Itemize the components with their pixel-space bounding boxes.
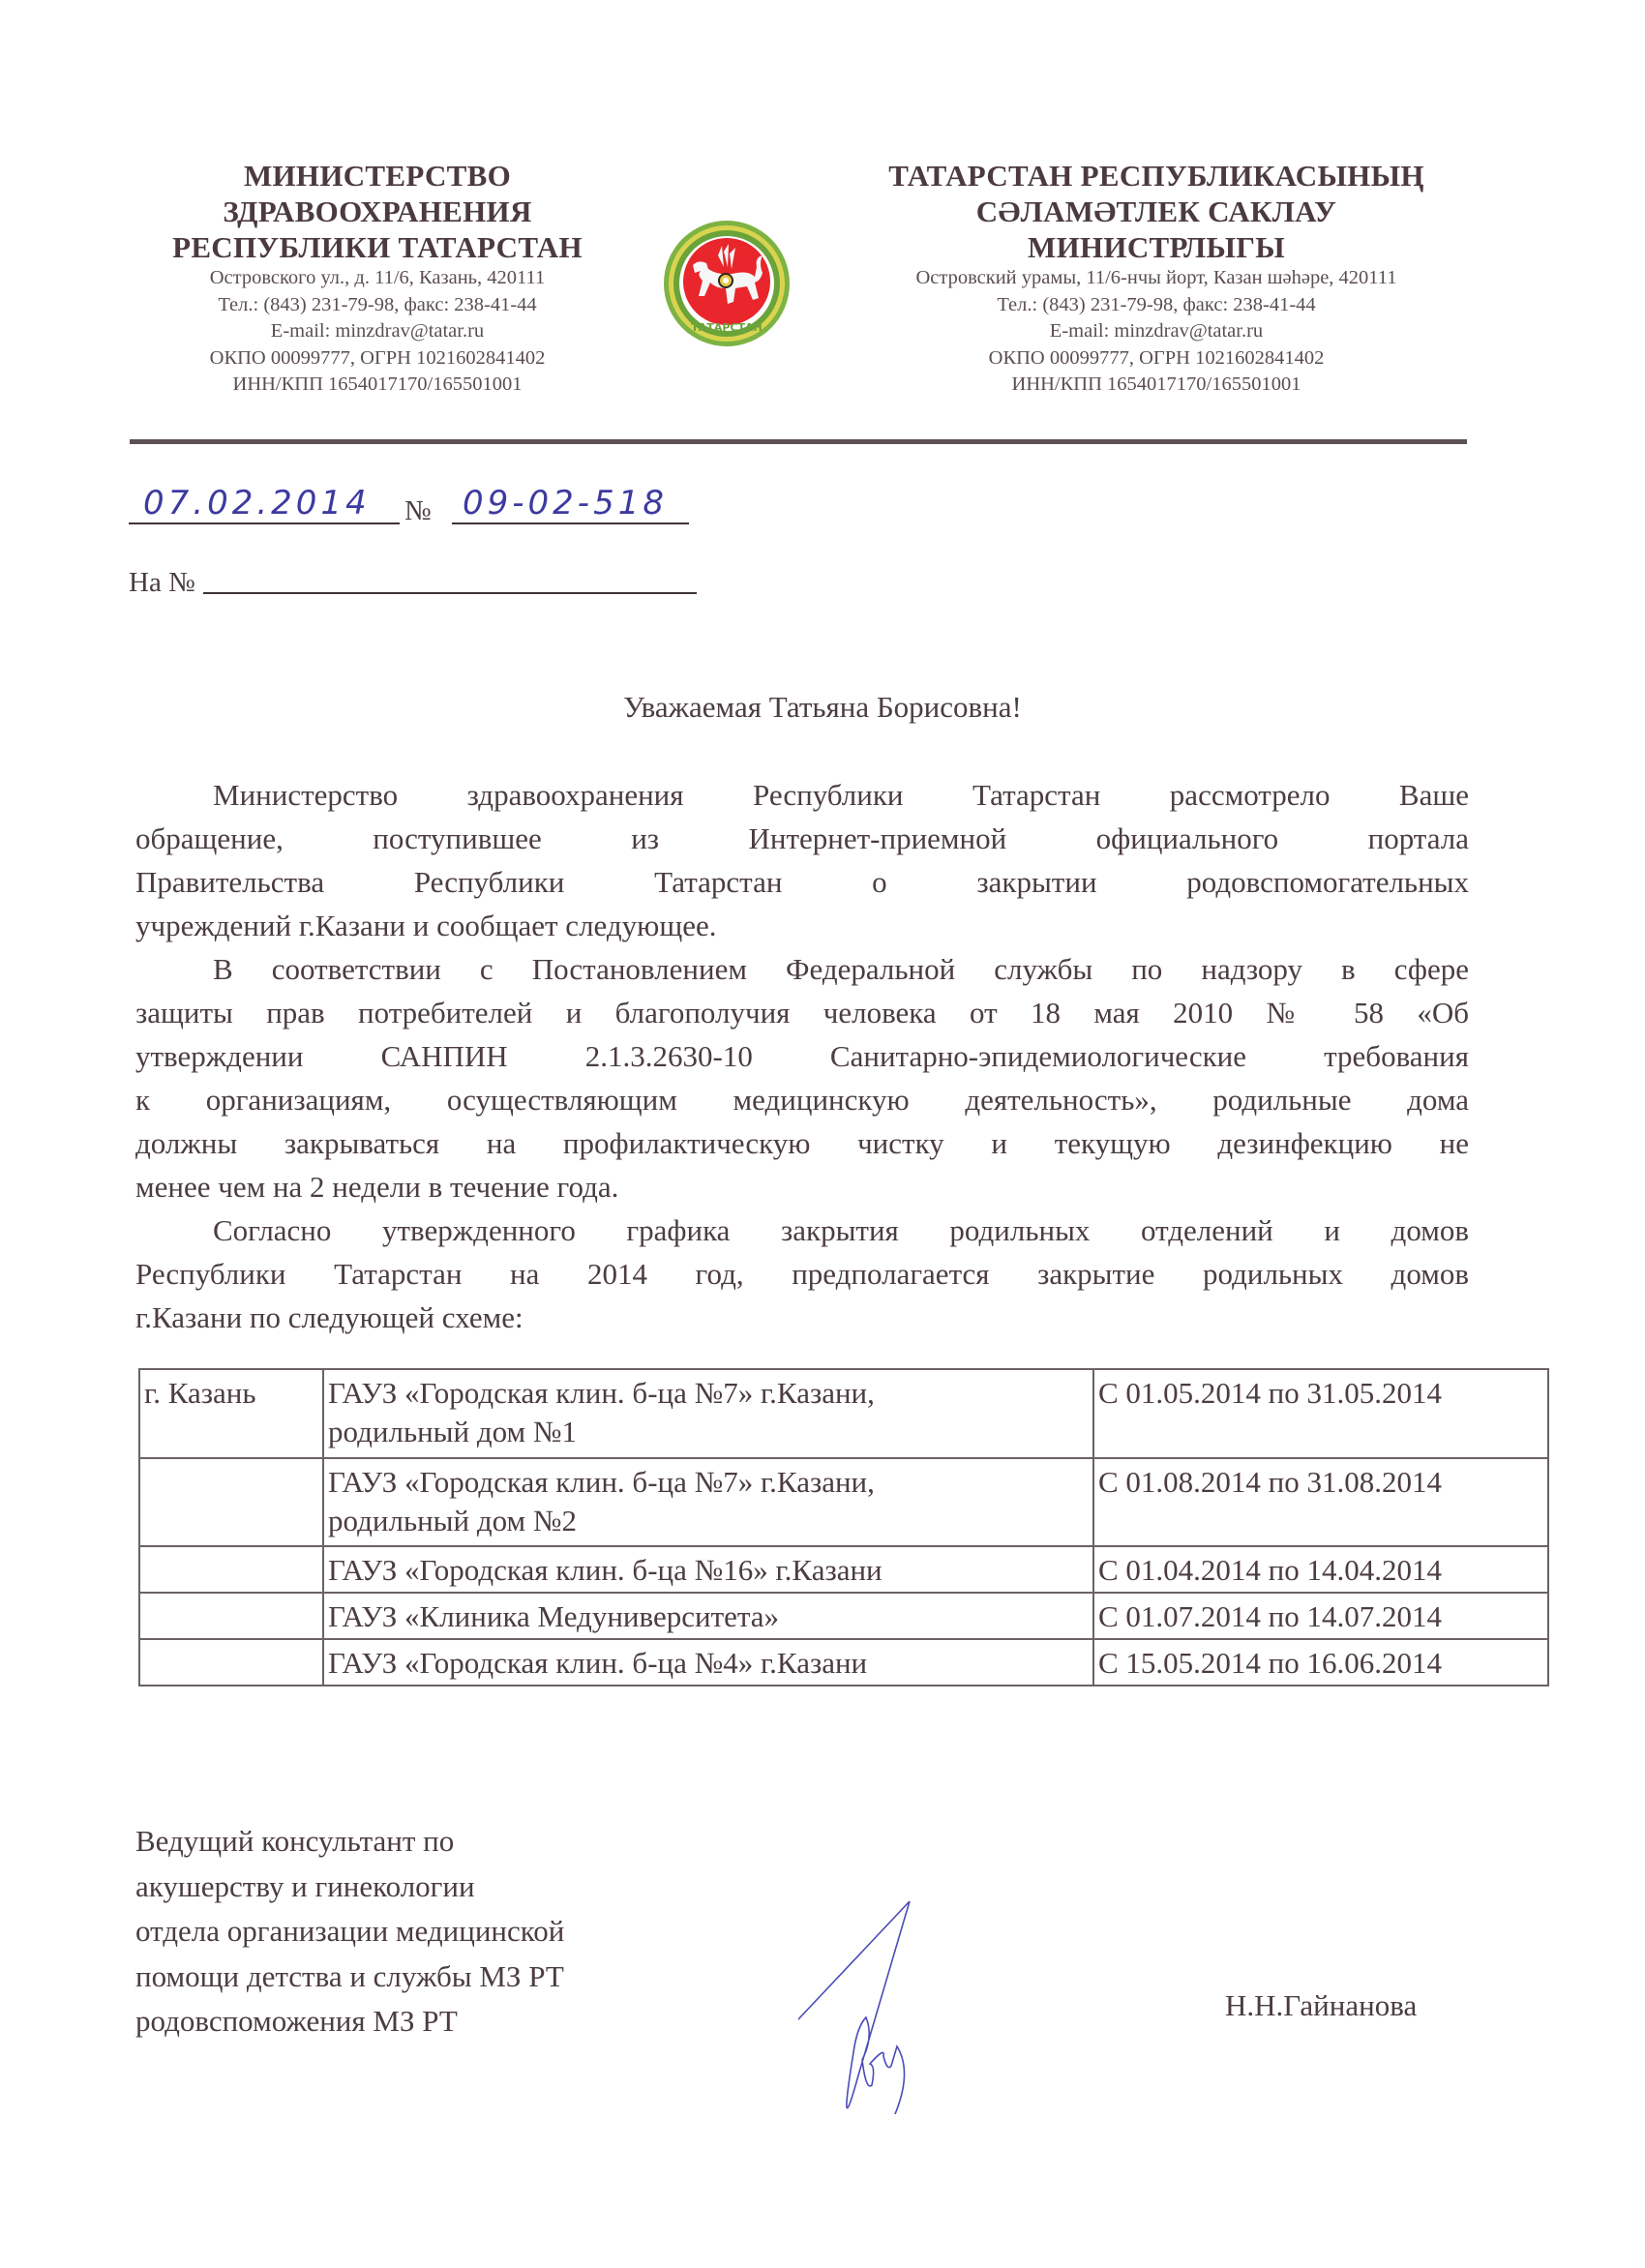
- ministry-title-line-tatar: ТАТАРСТАН РЕСПУБЛИКАСЫНЫҢ: [888, 159, 1424, 193]
- city-cell: [139, 1546, 323, 1593]
- city-cell: [139, 1593, 323, 1639]
- ministry-title-line-tatar: СӘЛАМӘТЛЕК САКЛАУ: [975, 194, 1337, 228]
- ministry-title-line-tatar: МИНИСТРЛЫГЫ: [1028, 230, 1285, 264]
- city-cell: [139, 1458, 323, 1546]
- position-line: акушерству и гинекологии: [135, 1868, 475, 1903]
- phone-fax: Тел.: (843) 231-79-98, факс: 238-41-44: [218, 293, 537, 315]
- facility-cell: [323, 1593, 1093, 1639]
- signatory-name: Н.Н.Гайнанова: [1225, 1988, 1418, 2022]
- letterhead-left: [135, 158, 619, 399]
- closure-schedule-table: [138, 1368, 1549, 1686]
- letterhead-divider: [130, 439, 1467, 444]
- facility-cell: [323, 1458, 1093, 1546]
- period-cell: С 01.04.2014 по 14.04.2014: [1093, 1546, 1548, 1593]
- city-cell: г. Казань: [139, 1369, 323, 1458]
- facility-line: ГАУЗ «Городская клин. б-ца №7» г.Казани,: [328, 1465, 875, 1499]
- table-row: [139, 1458, 1548, 1546]
- outgoing-date: 07.02.2014: [143, 484, 371, 522]
- okpo-ogrn: ОКПО 00099777, ОГРН 1021602841402: [209, 346, 546, 369]
- table-row: [139, 1593, 1548, 1639]
- paragraph-line: Согласно утвержденного графика закрытия родильных отделений и домов: [213, 1213, 1469, 1247]
- paragraph-line: учреждений г.Казани и сообщает следующее.: [135, 909, 717, 942]
- period-cell: С 01.07.2014 по 14.07.2014: [1093, 1593, 1548, 1639]
- facility-line: ГАУЗ «Городская клин. б-ца №16» г.Казани: [328, 1553, 882, 1587]
- period-cell: С 01.08.2014 по 31.08.2014: [1093, 1458, 1548, 1546]
- inn-kpp-tatar: ИНН/КПП 1654017170/165501001: [1011, 373, 1301, 395]
- position-line: отдела организации медицинской: [135, 1914, 565, 1948]
- period-cell: С 15.05.2014 по 16.06.2014: [1093, 1639, 1548, 1686]
- paragraph-3: [135, 1209, 1469, 1339]
- paragraph-line: менее чем на 2 недели в течение года.: [135, 1170, 619, 1204]
- reply-to-label: На №: [129, 567, 195, 598]
- number-sign: №: [404, 495, 432, 526]
- facility-line: родильный дом №1: [328, 1415, 577, 1448]
- paragraph-line: утверждении САНПИН 2.1.3.2630-10 Санитарно-эпидемиологические требования: [135, 1039, 1469, 1073]
- position-line: родовспоможения МЗ РТ: [135, 2004, 458, 2038]
- email-tatar: E-mail: minzdrav@tatar.ru: [1049, 320, 1264, 342]
- reply-to-underline: [203, 592, 697, 594]
- signatory-position: [135, 1819, 564, 2044]
- ministry-title-line: МИНИСТЕРСТВО: [243, 159, 512, 193]
- ministry-title-line: ЗДРАВООХРАНЕНИЯ: [223, 194, 532, 228]
- inn-kpp: ИНН/КПП 1654017170/165501001: [232, 373, 523, 395]
- paragraph-line: г.Казани по следующей схеме:: [135, 1300, 523, 1334]
- date-underline: [129, 522, 400, 524]
- email: E-mail: minzdrav@tatar.ru: [270, 320, 485, 342]
- city-cell: [139, 1639, 323, 1686]
- phone-fax-tatar: Тел.: (843) 231-79-98, факс: 238-41-44: [997, 293, 1316, 315]
- facility-cell: [323, 1639, 1093, 1686]
- table-row: [139, 1639, 1548, 1686]
- facility-line: ГАУЗ «Городская клин. б-ца №7» г.Казани,: [328, 1376, 875, 1410]
- okpo-ogrn-tatar: ОКПО 00099777, ОГРН 1021602841402: [988, 346, 1325, 369]
- letterhead-right: [842, 158, 1471, 399]
- paragraph-line: обращение, поступившее из Интернет-приемной официального портала: [135, 821, 1469, 855]
- paragraph-line: Республики Татарстан на 2014 год, предполагается закрытие родильных домов: [135, 1257, 1469, 1291]
- address-tatar: Островский урамы, 11/6-нчы йорт, Казан шәһәре, 420111: [915, 267, 1397, 288]
- facility-line: родильный дом №2: [328, 1504, 577, 1537]
- paragraph-line: Правительства Республики Татарстан о закрытии родовспомогательных: [135, 865, 1469, 899]
- paragraph-line: Министерство здравоохранения Республики Татарстан рассмотрело Ваше: [213, 778, 1469, 812]
- position-line: помощи детства и службы МЗ РТ: [135, 1958, 564, 1993]
- facility-cell: [323, 1546, 1093, 1593]
- paragraph-line: должны закрываться на профилактическую чистку и текущую дезинфекцию не: [135, 1126, 1469, 1160]
- table-row: [139, 1546, 1548, 1593]
- paragraph-line: защиты прав потребителей и благополучия человека от 18 мая 2010 № 58 «Об: [135, 996, 1469, 1030]
- ministry-title-line: РЕСПУБЛИКИ ТАТАРСТАН: [172, 230, 583, 264]
- facility-line: ГАУЗ «Городская клин. б-ца №4» г.Казани: [328, 1646, 868, 1680]
- facility-line: ГАУЗ «Клиника Медуниверситета»: [328, 1599, 780, 1633]
- paragraph-line: к организациям, осуществляющим медицинскую деятельность», родильные дома: [135, 1083, 1469, 1117]
- facility-cell: [323, 1369, 1093, 1458]
- address: Островского ул., д. 11/6, Казань, 420111: [209, 267, 546, 288]
- outgoing-number: 09-02-518: [463, 484, 668, 522]
- salutation: Уважаемая Татьяна Борисовна!: [623, 690, 1022, 724]
- position-line: Ведущий консультант по: [135, 1824, 455, 1858]
- paragraph-2: [135, 947, 1469, 1209]
- paragraph-line: В соответствии с Постановлением Федеральной службы по надзору в сфере: [213, 952, 1469, 986]
- period-cell: С 01.05.2014 по 31.05.2014: [1093, 1369, 1548, 1458]
- number-underline: [452, 522, 689, 524]
- table-row: [139, 1369, 1548, 1458]
- emblem-label: ТАТАРСТАН: [691, 321, 763, 334]
- tatarstan-emblem-icon: [662, 219, 792, 348]
- handwritten-signature: [798, 1901, 943, 2114]
- paragraph-1: [135, 773, 1469, 947]
